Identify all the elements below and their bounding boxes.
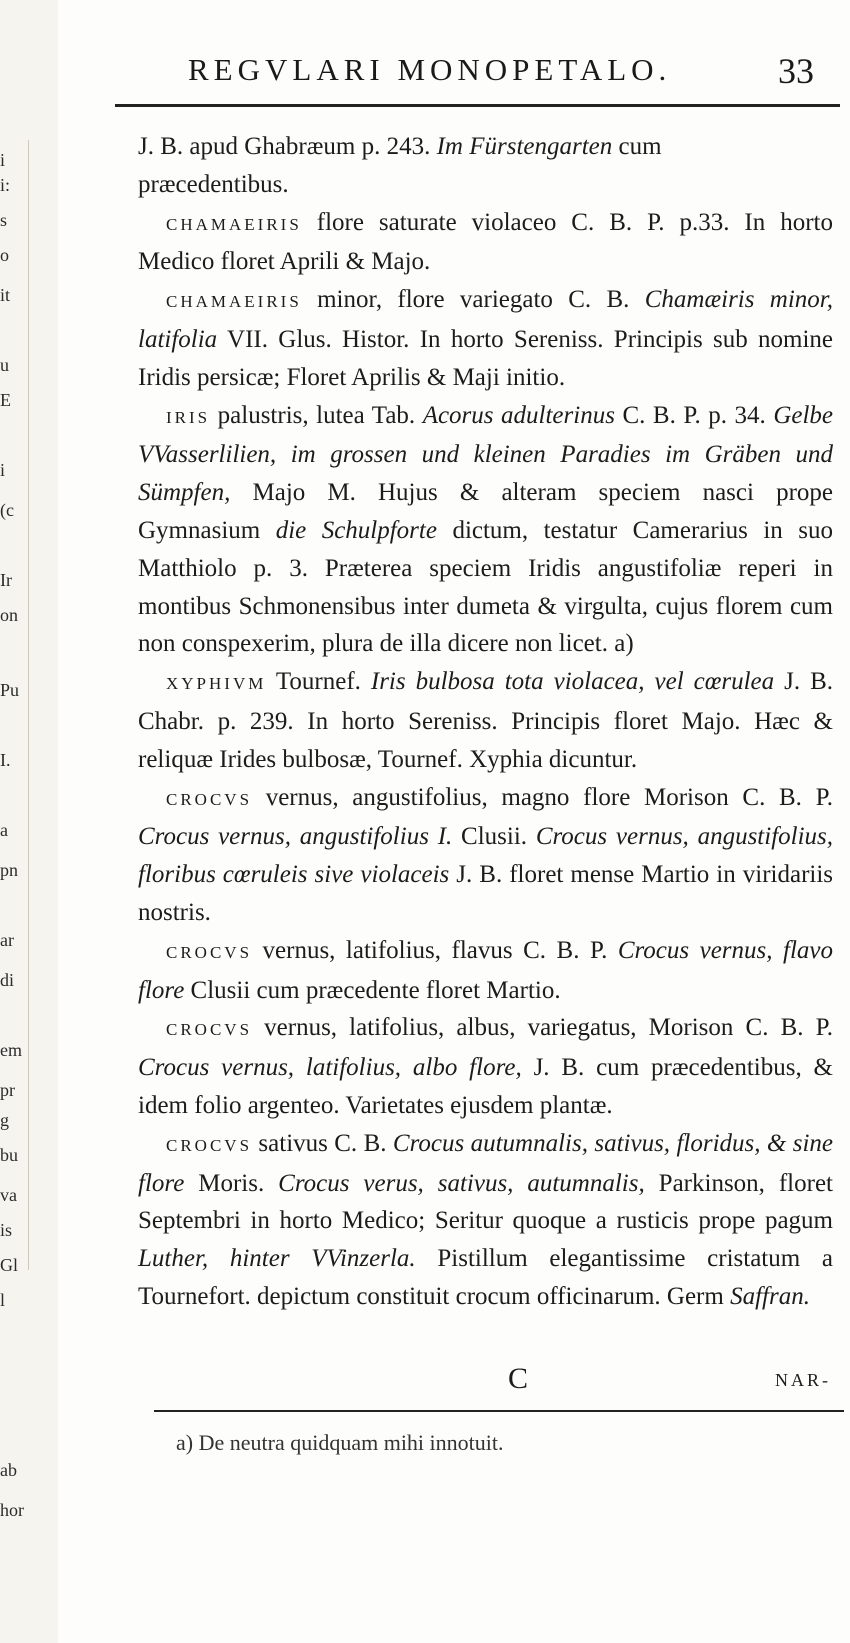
margin-fragment: ab: [0, 1460, 17, 1480]
plant-name: CHAMAEIRIS: [166, 214, 302, 234]
footnote-rule: [154, 1410, 844, 1412]
plant-name: CROCVS: [166, 789, 253, 809]
margin-fragment: it: [0, 285, 11, 305]
facing-page-margin: [0, 0, 58, 1643]
catch-line: [138, 1362, 833, 1402]
plant-name: IRIS: [166, 407, 211, 427]
entry-crocus-flavus: CROCVS vernus, latifolius, flavus C. B. P. Crocus vernus, flavo flore Clusii cum præcedente floret Martio.: [138, 936, 833, 1004]
margin-fragment: E: [0, 390, 11, 410]
margin-fragment: (c: [0, 500, 14, 520]
main-text: [138, 128, 833, 1316]
entry-chamaeiris-minor: CHAMAEIRIS minor, flore variegato C. B. Chamæiris minor, latifolia VII. Glus. Histor. In horto Sereniss. Principis sub nomine Iridis persicæ; Floret Aprilis & Maji initio.: [138, 286, 833, 391]
paragraph-continuation: J. B. apud Ghabræum p. 243. Im Fürstengarten cum præcedentibus.: [138, 133, 662, 198]
entry-crocus-sativus: CROCVS sativus C. B. Crocus autumnalis, sativus, floridus, & sine flore Moris. Crocus verus, sativus, autumnalis, Parkinson, floret Septembri in horto Medico; Seritur quoque a rusticis prope pagum Luther, hinter VVinzerla. Pistillum elegantissime cristatum a Tournefort. depictum constituit crocum officinarum. Germ Saffran.: [138, 1129, 833, 1310]
margin-fragment: a: [0, 820, 8, 840]
margin-fragment: o: [0, 245, 9, 265]
plant-name: XYPHIVM: [166, 674, 267, 694]
margin-fragment: i:: [0, 175, 11, 195]
margin-fragment: hor: [0, 1500, 24, 1520]
margin-fragment: Ir: [0, 570, 12, 590]
catchword: NAR-: [775, 1370, 831, 1390]
margin-fragment: on: [0, 605, 18, 625]
entry-chamaeiris-saturate: CHAMAEIRIS flore saturate violaceo C. B. P. p.33. In horto Medico floret Aprili & Majo.: [138, 208, 833, 276]
margin-fragment: i: [0, 460, 6, 480]
footnote: a) De neutra quidquam mihi innotuit.: [176, 1430, 504, 1455]
margin-fragment: pn: [0, 860, 18, 880]
margin-fragment: di: [0, 970, 15, 990]
margin-fragment: l: [0, 1290, 6, 1310]
plant-name: CROCVS: [166, 942, 253, 962]
margin-fragment: g: [0, 1110, 9, 1130]
entry-xyphium: XYPHIVM Tournef. Iris bulbosa tota violacea, vel cœrulea J. B. Chabr. p. 239. In horto Sereniss. Principis floret Majo. Hæc & reliquæ Irides bulbosæ, Tournef. Xyphia dicuntur.: [138, 668, 834, 773]
margin-fragment: em: [0, 1040, 22, 1060]
margin-fragment: s: [0, 210, 8, 230]
margin-fragment: is: [0, 1220, 13, 1240]
margin-fragment: pr: [0, 1080, 15, 1100]
margin-fragment: u: [0, 355, 9, 375]
facing-page-edge: [28, 140, 29, 1270]
page-header: [188, 52, 850, 92]
margin-fragment: i: [0, 150, 6, 170]
margin-fragment: I.: [0, 750, 11, 770]
margin-fragment: bu: [0, 1145, 18, 1165]
plant-name: CHAMAEIRIS: [166, 292, 302, 312]
signature-mark: C: [508, 1362, 529, 1395]
entry-crocus-albus: CROCVS vernus, latifolius, albus, variegatus, Morison C. B. P. Crocus vernus, latifolius, albo flore, J. B. cum præcedentibus, & idem folio argenteo. Varietates ejusdem plantæ.: [138, 1014, 833, 1119]
plant-name: CROCVS: [166, 1020, 253, 1040]
plant-name: CROCVS: [166, 1135, 253, 1155]
margin-fragment: Gl: [0, 1255, 18, 1275]
entry-crocus-angustifolius: CROCVS vernus, angustifolius, magno flore Morison C. B. P. Crocus vernus, angustifolius I. Clusii. Crocus vernus, angustifolius, floribus cœruleis sive violaceis J. B. floret mense Martio in viridariis nostris.: [138, 783, 834, 926]
entry-iris-palustris: IRIS palustris, lutea Tab. Acorus adulterinus C. B. P. p. 34. Gelbe VVasserlilien, im grossen und kleinen Paradies im Gräben und Sümpfen, Majo M. Hujus & alteram speciem nasci prope Gymnasium die Schulpforte dictum, testatur Camerarius in suo Matthiolo p. 3. Præterea speciem Iridis angustifoliæ reperi in montibus Schmonensibus inter dumeta & virgulta, cujus florem cum non conspexerim, plura de illa dicere non licet. a): [138, 401, 834, 658]
margin-fragment: Pu: [0, 680, 20, 700]
book-page: [58, 0, 850, 1643]
page-number: 33: [778, 51, 814, 91]
running-head: REGVLARI MONOPETALO.: [188, 52, 672, 87]
header-rule: [115, 104, 840, 107]
margin-fragment: ar: [0, 930, 14, 950]
margin-fragment: va: [0, 1185, 17, 1205]
